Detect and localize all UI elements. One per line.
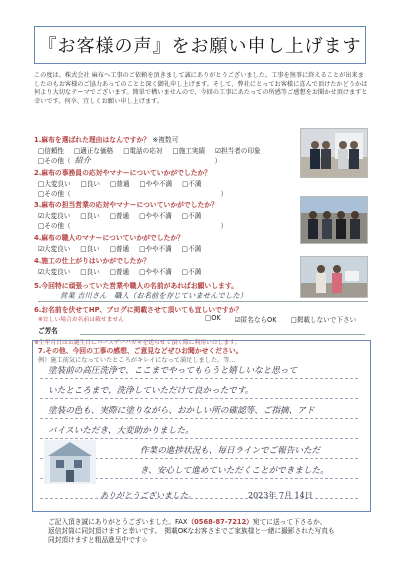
question-7-label: 6.お名前を伏せてHP、ブログに掲載させて頂いても宜しいですか？ <box>34 306 243 314</box>
question-1-other <box>38 155 221 166</box>
customer-photo-3 <box>300 256 368 298</box>
question-5-label: 4.施工の仕上がりはいかがでしたか？ <box>34 257 151 265</box>
q1-option-price[interactable]: □適正な価格 <box>74 147 114 155</box>
q4-option-normal[interactable]: □普通 <box>109 245 130 253</box>
q1-option-reliability[interactable]: □信頼性 <box>38 147 65 155</box>
q5-option-bad[interactable]: □不満 <box>181 268 202 276</box>
question-2-label: 2.麻布の事務員の応対やマナーについていかがでしたか？ <box>34 169 212 177</box>
q7-option-no[interactable]: □掲載しないで下さい <box>290 316 357 324</box>
q2-option-bad[interactable]: □不満 <box>182 180 202 188</box>
ruled-line <box>40 398 358 399</box>
q5-option-normal[interactable]: □普通 <box>109 268 130 276</box>
page-title: 『お客様の声』をお願い申し上げます <box>34 26 366 64</box>
q1-other-value: 紹介 <box>74 156 91 165</box>
house-photo <box>44 440 96 484</box>
customer-photo-1 <box>300 128 368 178</box>
question-2-options <box>38 178 201 188</box>
q3-option-good[interactable]: □良い <box>80 212 100 220</box>
question-7-note: ※宜しい場合お名前は載せません <box>38 317 125 323</box>
q1-option-staff[interactable]: ☑担当者の印象 <box>215 147 261 155</box>
q2-option-somewhat-bad[interactable]: □やや不満 <box>139 180 173 188</box>
thanks-text: ありがとうございました。 <box>100 491 196 500</box>
customer-photo-2 <box>300 196 368 244</box>
question-1-options <box>38 145 261 155</box>
question-3-options <box>38 210 201 220</box>
question-1 <box>34 134 179 144</box>
q2-other-close: ） <box>220 190 228 198</box>
question-1-note: ※複数可 <box>152 136 179 144</box>
q1-other-label[interactable]: □その他（ <box>38 157 71 165</box>
question-1-label: 1.麻布を選ばれた理由はなんですか？ <box>34 136 151 144</box>
question-6-answer: 営業 吉川さん 職人（お名前を存じていませんでした） <box>60 291 248 300</box>
question-4-options <box>38 243 201 253</box>
question-6-underline <box>38 301 368 302</box>
q3-other-close: ） <box>220 222 228 230</box>
q3-other-label[interactable]: □その他（ <box>38 222 71 230</box>
ruled-line <box>40 438 358 439</box>
name-label: ご芳名 <box>38 327 58 335</box>
q1-option-record[interactable]: □施工実績 <box>172 147 206 155</box>
question-3-label: 3.麻布の担当営業の応対やマナーについていかがでしたか？ <box>34 201 218 209</box>
ruled-line <box>40 418 358 419</box>
footer-line-3: 同封頂けますと粗品進呈中です☆ <box>48 536 148 544</box>
q2-option-normal[interactable]: □普通 <box>110 180 130 188</box>
q3-option-somewhat-bad[interactable]: □やや不満 <box>139 212 172 220</box>
q2-option-good[interactable]: □良い <box>80 180 101 188</box>
q4-option-somewhat-bad[interactable]: □やや不満 <box>139 245 172 253</box>
comment-line: 塗装前の高圧洗浄で、ここまでやってもらうと嬉しいなと思って <box>48 366 298 376</box>
footer-send: 宛てに送って下さるか、 <box>252 518 327 526</box>
question-6-label: 5.今回特に頑張っていた営業や職人の名前があればお願いします。 <box>34 282 238 290</box>
question-8-example-text: 例）施工前気になっていたところがキレイになって満足しました。等… <box>38 357 236 364</box>
footer-line-1 <box>48 518 363 527</box>
question-2-other <box>38 188 227 198</box>
q2-option-very-good[interactable]: □大変良い <box>38 180 71 188</box>
question-3-other <box>38 220 227 230</box>
q4-option-very-good[interactable]: ☑大変良い <box>38 245 71 253</box>
footer-line-2: 返信封筒に同封頂けますと幸いです。 掲載OKなお客さまでご家族様と一緒に撮影された写真も <box>48 527 335 535</box>
q3-option-bad[interactable]: □不満 <box>181 212 202 220</box>
footer-text <box>48 518 363 545</box>
q2-other-label[interactable]: □その他（ <box>38 190 71 198</box>
q4-option-bad[interactable]: □不満 <box>181 245 202 253</box>
q5-option-somewhat-bad[interactable]: □やや不満 <box>139 268 172 276</box>
question-4-label: 4.麻布の職人のマナーについていかがでしたか？ <box>34 234 184 242</box>
q4-option-good[interactable]: □良い <box>80 245 100 253</box>
name-underline <box>80 334 365 335</box>
q1-option-phone[interactable]: □電話の応対 <box>123 147 163 155</box>
question-7-options <box>205 314 356 324</box>
q7-option-anonymous[interactable]: ☑匿名ならOK <box>234 316 277 324</box>
intro-text: この度は、株式会社 麻布へ工事のご依頼を頂きまして誠にありがとうございました。工事を無事に終えることが出来ましたのもお客様のご協力あってのことと深く御礼申し上げます。そして、弊社にとってお客様に喜んで頂けたかどうかは何より大切なテーマでございます。簡単で構いませんので、今回の工事にあたっての所感等ご感想をお聞かせ頂けますと幸いです。何卒、宜しくお願い申し上げます。 <box>34 72 368 105</box>
q3-option-normal[interactable]: □普通 <box>109 212 130 220</box>
comment-line: いたところまで、洗浄していただけて良かったです。 <box>48 386 254 396</box>
question-8-label: 7.その他、今回の工事の感想、ご意見などぜひお聞かせください。 <box>38 347 243 355</box>
question-8-example <box>38 355 236 364</box>
footer-thanks: ご記入頂き誠にありがとうございました。FAX <box>48 518 188 526</box>
fax-number: （0568-87-7212） <box>187 518 253 526</box>
name-row <box>38 325 58 335</box>
comment-line: 塗装の色も、実際に塗りながら、おかしい所の確認等、ご指摘、アド <box>48 406 315 416</box>
q1-other-close: ） <box>214 157 222 165</box>
q5-option-very-good[interactable]: ☑大変良い <box>38 268 71 276</box>
comment-date: 2023年 7月 14日 <box>248 491 313 500</box>
q7-option-ok[interactable]: □OK <box>205 314 221 322</box>
q3-option-very-good[interactable]: ☑大変良い <box>38 212 71 220</box>
comment-line: 作業の進捗状況も、毎日ラインでご報告いただ <box>140 446 321 456</box>
postcard-note: ※生年月日はお誕生日にバースデーハガキを送らせて頂く際に利用いたします。 <box>34 340 241 346</box>
ruled-line <box>40 378 358 379</box>
comment-line: バイスいただき、大変助かりました。 <box>48 426 194 436</box>
comment-line: き、安心して進めていただくことができました。 <box>140 466 329 476</box>
question-5-options <box>38 266 201 276</box>
q5-option-good[interactable]: □良い <box>80 268 100 276</box>
